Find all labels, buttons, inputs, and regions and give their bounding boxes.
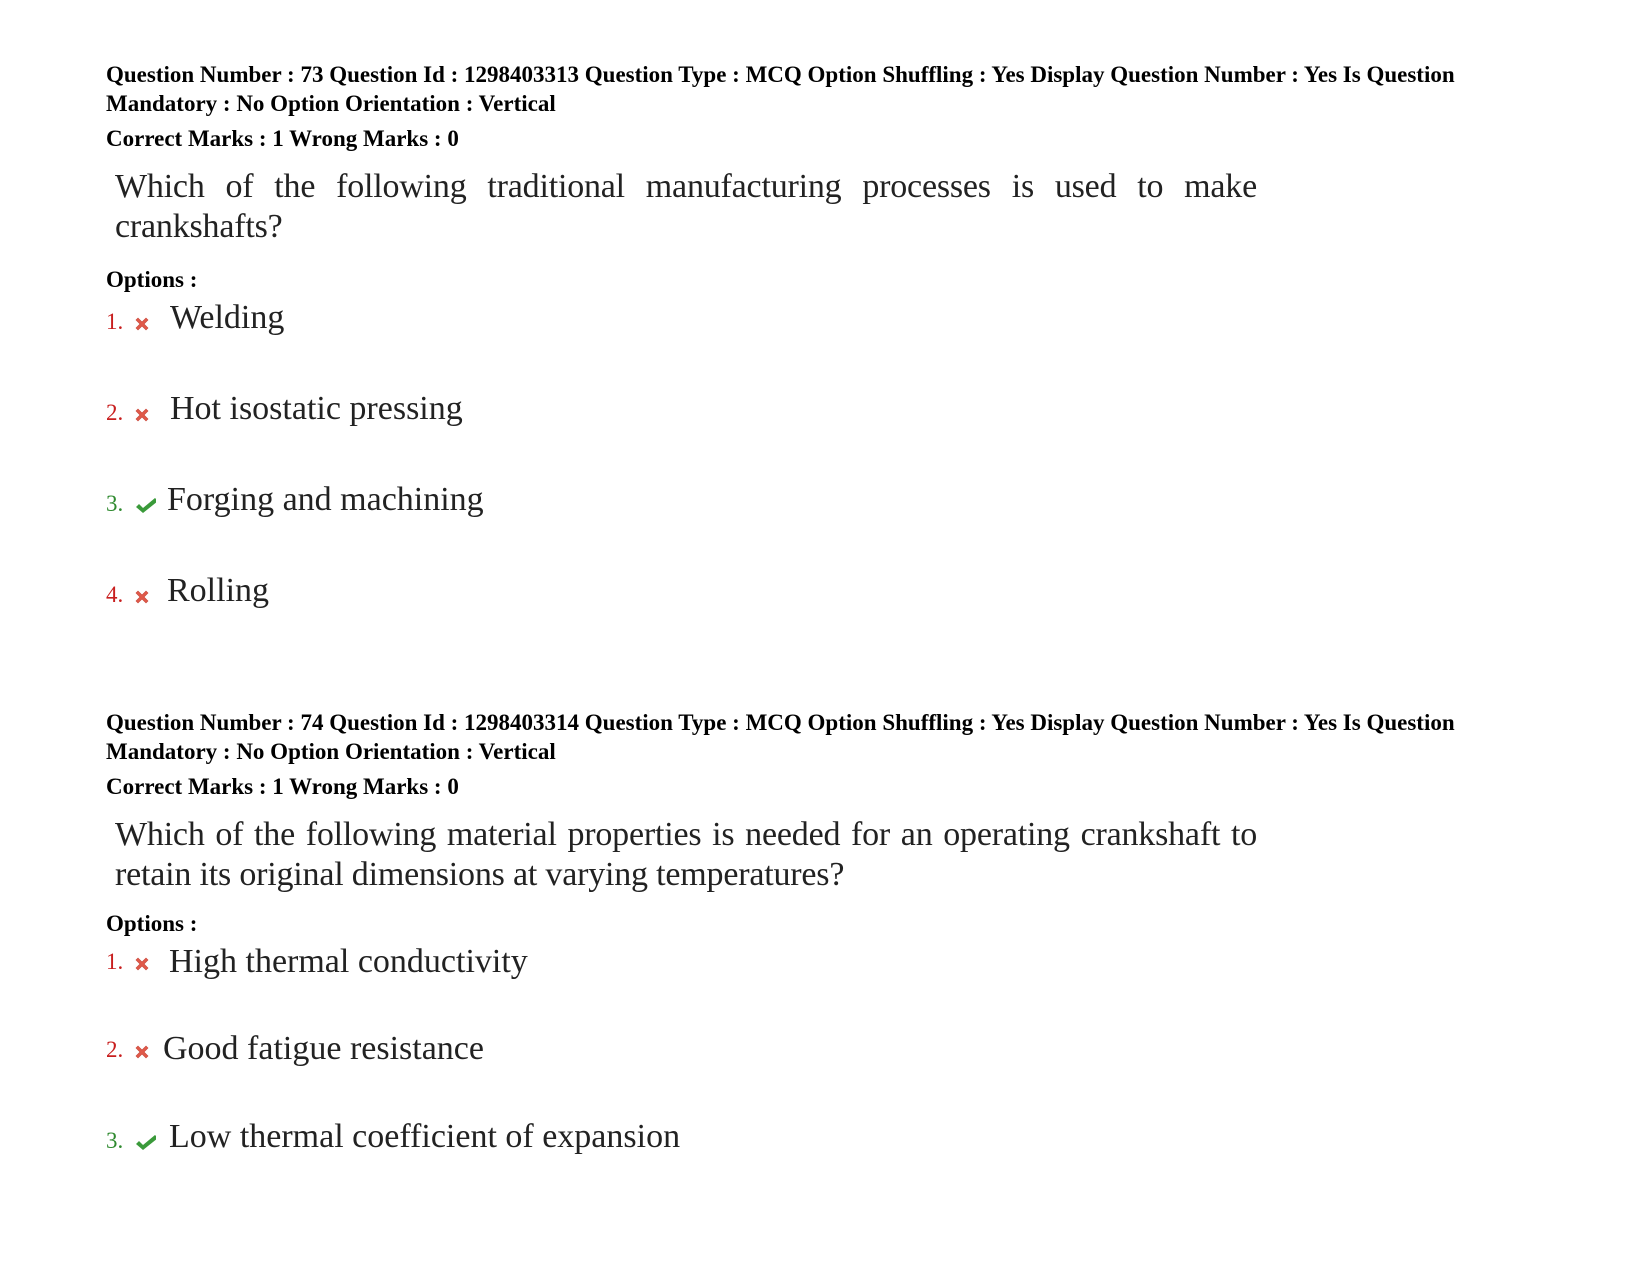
options-list bbox=[106, 294, 1526, 658]
option-text: Hot isostatic pressing bbox=[170, 390, 463, 427]
option-item bbox=[106, 294, 1526, 385]
option-number: 1. bbox=[106, 949, 124, 974]
option-item bbox=[106, 1113, 1526, 1204]
option-text: Rolling bbox=[167, 572, 270, 609]
option-number: 1. bbox=[106, 309, 124, 334]
check-icon bbox=[132, 1134, 156, 1152]
option-item bbox=[106, 1025, 1526, 1113]
question-block-74 bbox=[106, 708, 1526, 1204]
option-item bbox=[106, 567, 1526, 658]
option-number: 3. bbox=[106, 1128, 124, 1153]
option-number: 2. bbox=[106, 1037, 124, 1062]
check-icon bbox=[132, 497, 156, 515]
option-item bbox=[106, 385, 1526, 476]
option-item bbox=[106, 938, 1526, 1025]
cross-icon bbox=[133, 1043, 151, 1061]
option-number: 3. bbox=[106, 491, 124, 516]
options-heading: Options : bbox=[106, 267, 198, 292]
options-heading: Options : bbox=[106, 911, 198, 936]
option-number: 4. bbox=[106, 582, 124, 607]
question-text: Which of the following traditional manufacturing processes is used to make crankshafts? bbox=[115, 168, 1257, 245]
question-meta: Question Number : 73 Question Id : 1298403313 Question Type : MCQ Option Shuffling : Yes Display Question Number : Yes Is Question Mandatory : No Option Orientation : Vertical bbox=[106, 62, 1455, 116]
cross-icon bbox=[133, 955, 151, 973]
option-text: Welding bbox=[170, 299, 285, 336]
question-text: Which of the following material properties is needed for an operating crankshaft to retain its original dimensions at varying temperatures? bbox=[115, 816, 1257, 893]
option-number: 2. bbox=[106, 400, 124, 425]
cross-icon bbox=[133, 315, 151, 333]
cross-icon bbox=[133, 406, 151, 424]
option-item bbox=[106, 476, 1526, 567]
option-text: High thermal conductivity bbox=[169, 943, 528, 980]
question-block-73 bbox=[106, 60, 1526, 658]
question-meta: Question Number : 74 Question Id : 1298403314 Question Type : MCQ Option Shuffling : Yes Display Question Number : Yes Is Question Mandatory : No Option Orientation : Vertical bbox=[106, 710, 1455, 764]
cross-icon bbox=[133, 588, 151, 606]
question-marks: Correct Marks : 1 Wrong Marks : 0 bbox=[106, 126, 459, 151]
option-text: Low thermal coefficient of expansion bbox=[169, 1118, 681, 1155]
options-list bbox=[106, 938, 1526, 1204]
option-text: Good fatigue resistance bbox=[163, 1030, 484, 1067]
question-marks: Correct Marks : 1 Wrong Marks : 0 bbox=[106, 774, 459, 799]
option-text: Forging and machining bbox=[167, 481, 484, 518]
